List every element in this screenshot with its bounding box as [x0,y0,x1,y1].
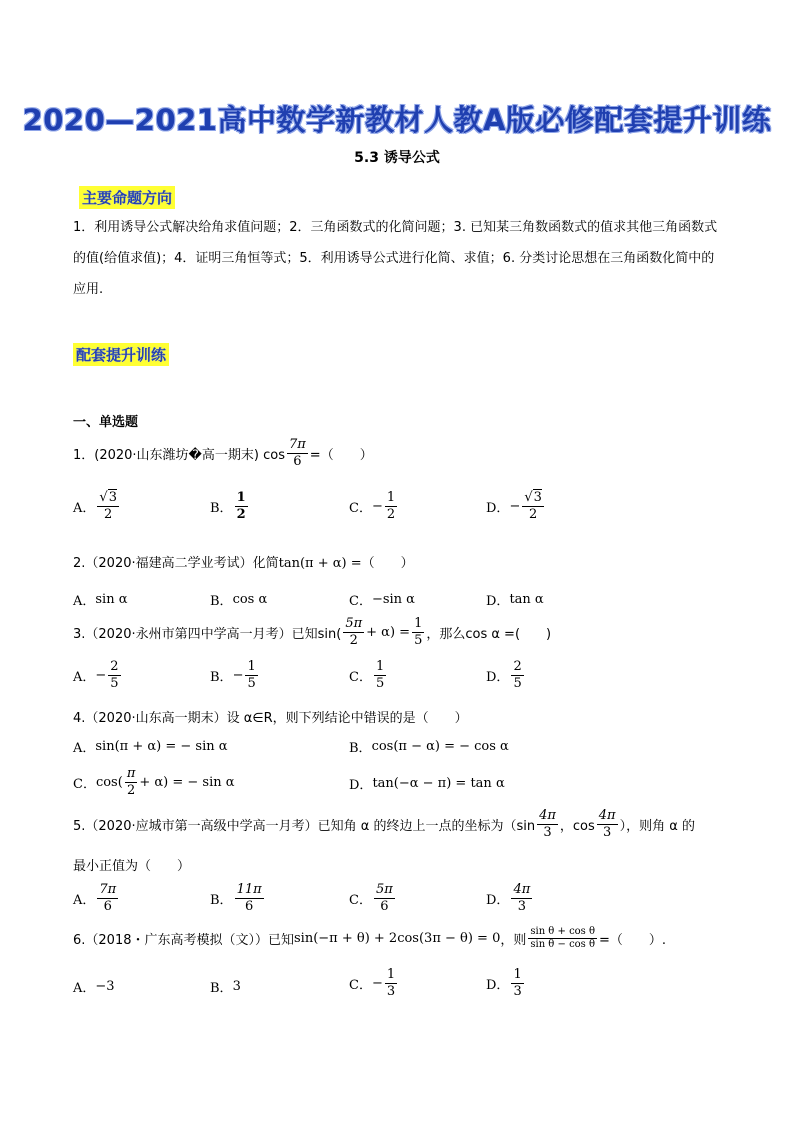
question-5: 5.（2020·应城市第一高级中学高一月考）已知角 α 的终边上一点的坐标为（sin $\frac{4\pi}{3}$ ，cos $\frac{4\pi}{3}$ ），则角 α 的 [73,808,695,840]
q1-option-c: C． − $\frac{1}{2}$ [349,490,396,522]
question-3: 3.（2020·永州市第四中学高一月考）已知sin( $\frac{5\pi}{2}$ + α) = $\frac{1}{5}$ ，那么cos α =( ) [73,616,552,648]
banner-main-directions: 主要命题方向 [79,186,175,209]
q1-option-d: D． − $\frac{√3}{2}$ [486,490,542,522]
q3-option-a: A． − $\frac{2}{5}$ [73,659,119,691]
section-subtitle: 5.3 诱导公式 [354,150,440,166]
q2-option-b: B． cos α [210,592,268,609]
question-5-line2: 最小正值为（ ） [73,859,191,874]
q6-option-b: B． 3 [210,979,241,996]
banner-practice: 配套提升训练 [73,343,169,366]
question-2: 2.（2020·福建高二学业考试）化简 tan(π + α) =（ ） [73,556,414,571]
q1-stem: 1．(2020·山东潍坊�高一期末) cos [73,448,285,463]
q2-option-c: C． −sin α [349,592,415,609]
q5-option-d: D． $\frac{4\pi}{3}$ [486,882,531,914]
q6-option-d: D． $\frac{1}{3}$ [486,967,522,999]
q4-option-d: D． tan(−α − π) = tan α [349,776,505,793]
q4-option-b: B． cos(π − α) = − cos α [349,739,509,756]
section-heading: 一、单选题 [73,415,139,430]
q4-option-a: A． sin(π + α) = − sin α [73,739,228,756]
question-4: 4.（2020·山东高一期末）设 α∈R，则下列结论中错误的是（ ） [73,711,468,726]
q1-fraction: $\frac{7\pi}{6}$ [288,437,306,469]
q2-option-a: A． sin α [73,592,128,609]
q6-option-c: C． − $\frac{1}{3}$ [349,967,396,999]
q3-option-d: D． $\frac{2}{5}$ [486,659,522,691]
q2-option-d: D． tan α [486,592,544,609]
q5-option-a: A． $\frac{7\pi}{6}$ [73,882,117,914]
intro-paragraph: 1．利用诱导公式解决给角求值问题；2．三角函数式的化简问题；3. 已知某三角数函数式的值求其他三角函数式的值(给值求值)；4．证明三角恒等式；5．利用诱导公式进行化简、求值；6. 分类讨论思想在三角函数化简中的应用. [73,220,718,297]
q6-option-a: A． −3 [73,979,115,996]
q4-option-c: C． cos( $\frac{\pi}{2}$ + α) = − sin α [73,766,235,798]
q3-option-b: B． − $\frac{1}{5}$ [210,659,256,691]
q5-option-b: B． $\frac{11\pi}{6}$ [210,882,262,914]
q1-tail: =（ ） [309,448,373,463]
question-1 [73,437,373,470]
page-title: 2020—2021高中数学新教材人教A版必修配套提升训练 [22,103,772,137]
q3-option-c: C． $\frac{1}{5}$ [349,659,385,691]
q1-option-b: B． $\frac{1}{2}$ [210,490,246,522]
q1-option-a: A． $\frac{√3}{2}$ [73,490,117,522]
q5-option-c: C． $\frac{5\pi}{6}$ [349,882,393,914]
question-6: 6.（2018・广东高考模拟（文））已知 sin(−π + θ) + 2cos(3π − θ) = 0 ，则 $\frac{\text{sin θ + cos θ}}{\text{sin θ − cos θ}}$ =（ ）. [73,926,667,950]
